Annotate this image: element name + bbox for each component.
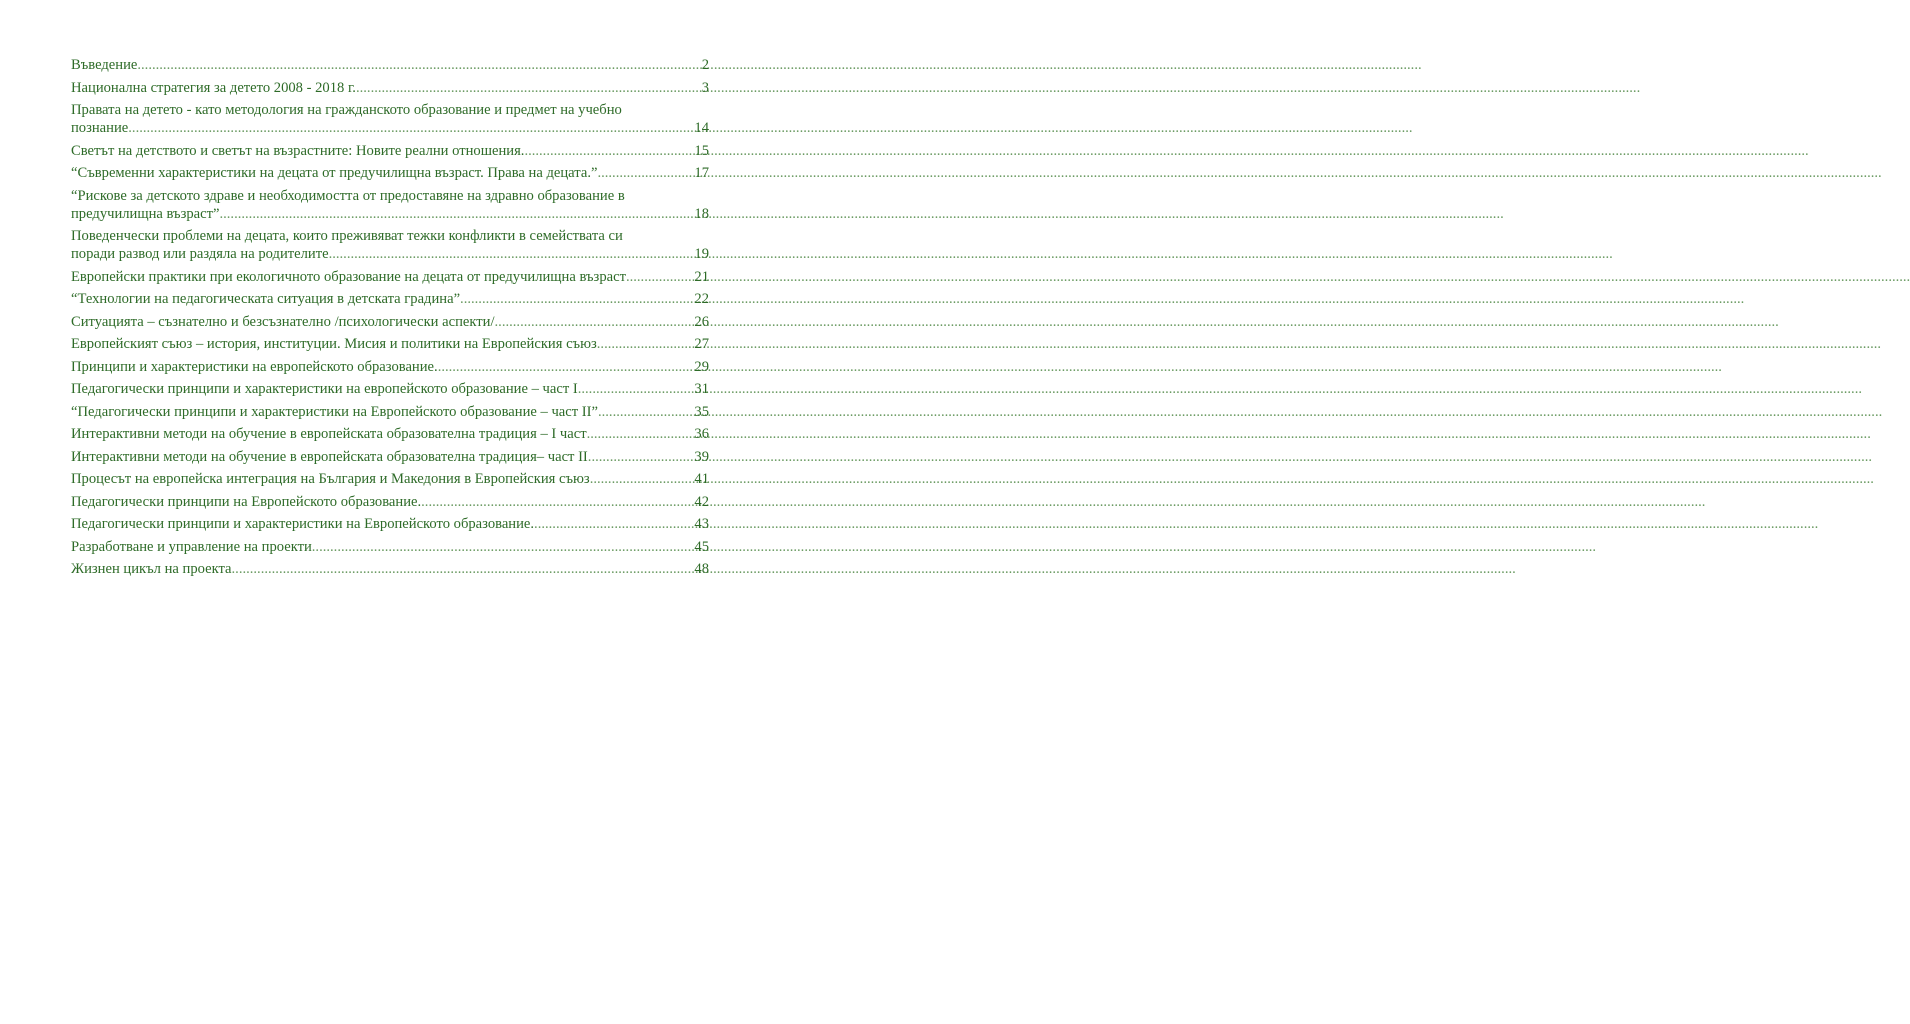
toc-entry[interactable] bbox=[71, 448, 709, 466]
toc-entry[interactable] bbox=[71, 403, 709, 421]
toc-page-number: 35 bbox=[694, 403, 709, 420]
dot-leader bbox=[626, 268, 694, 286]
toc-entry-title: Европейски практики при екологичното образование на децата от предучилищна възраст bbox=[71, 268, 626, 285]
toc-entry[interactable] bbox=[71, 313, 709, 331]
toc-entry[interactable] bbox=[71, 470, 709, 488]
toc-entry[interactable] bbox=[71, 335, 709, 353]
toc-entry-title: Жизнен цикъл на проекта bbox=[71, 561, 232, 577]
toc-entry[interactable] bbox=[71, 268, 709, 286]
toc-entry-title: Педагогически принципи и характеристики на Европейското образование. bbox=[71, 516, 535, 532]
toc-page-number: 48 bbox=[694, 561, 709, 577]
dot-leader bbox=[232, 560, 695, 578]
toc-entry-title: Принципи и характеристики на европейското образование. bbox=[71, 358, 438, 375]
table-of-contents bbox=[71, 56, 709, 583]
toc-entry[interactable] bbox=[71, 290, 709, 308]
toc-entry-title: Интерактивни методи на обучение в европейската образователна традиция – I част bbox=[71, 426, 587, 442]
dot-leader bbox=[597, 335, 695, 353]
toc-entry[interactable] bbox=[71, 380, 709, 398]
toc-page-number: 45 bbox=[694, 538, 709, 555]
toc-page-number: 42 bbox=[694, 493, 709, 510]
toc-page-number: 14 bbox=[694, 120, 709, 136]
toc-entry[interactable] bbox=[71, 358, 709, 376]
toc-page-number: 36 bbox=[694, 426, 709, 442]
toc-entry-title-line: Поведенчески проблеми на децата, които преживяват тежки конфликти в семействата си bbox=[71, 228, 623, 244]
toc-page-number: 22 bbox=[694, 291, 709, 307]
dot-leader bbox=[438, 358, 695, 376]
dot-leader bbox=[578, 380, 695, 398]
toc-entry-title: “Съвременни характеристики на децата от предучилищна възраст. Права на децата.” bbox=[71, 165, 598, 181]
toc-entry[interactable] bbox=[71, 425, 709, 443]
toc-page-number: 19 bbox=[694, 246, 709, 262]
toc-page-number: 29 bbox=[694, 358, 709, 375]
toc-page-number: 41 bbox=[694, 471, 709, 487]
dot-leader bbox=[421, 493, 694, 511]
dot-leader bbox=[495, 313, 695, 331]
toc-entry[interactable] bbox=[71, 493, 709, 511]
toc-entry[interactable] bbox=[71, 142, 709, 160]
dot-leader bbox=[587, 425, 695, 443]
toc-entry-title-line: “Рискове за детското здраве и необходимостта от предоставяне на здравно образование в bbox=[71, 187, 625, 204]
toc-entry-title-line: Правата на детето - като методология на гражданското образование и предмет на учебно bbox=[71, 102, 622, 118]
dot-leader bbox=[128, 119, 694, 137]
dot-leader bbox=[460, 290, 694, 308]
toc-entry[interactable] bbox=[71, 56, 709, 74]
toc-page-number: 26 bbox=[694, 313, 709, 330]
toc-entry-title: Европейският съюз – история, институции. Мисия и политики на Европейския съюз bbox=[71, 336, 597, 352]
toc-entry[interactable] bbox=[71, 560, 709, 578]
toc-entry-title: Въведение bbox=[71, 57, 138, 73]
toc-page-number: 17 bbox=[694, 165, 709, 181]
toc-page-number: 31 bbox=[694, 381, 709, 397]
toc-entry-title: поради развод или раздяла на родителите bbox=[71, 246, 329, 262]
toc-entry-title: Разработване и управление на проекти bbox=[71, 538, 312, 555]
toc-entry-title: Процесът на европейска интеграция на България и Македония в Европейския съюз bbox=[71, 471, 590, 487]
dot-leader bbox=[590, 470, 695, 488]
toc-page-number: 43 bbox=[694, 516, 709, 532]
toc-entry[interactable] bbox=[71, 187, 709, 223]
toc-entry-title: предучилищна възраст” bbox=[71, 205, 220, 222]
toc-page-number: 21 bbox=[694, 268, 709, 285]
toc-page-number: 27 bbox=[694, 336, 709, 352]
dot-leader bbox=[597, 164, 694, 182]
dot-leader bbox=[219, 205, 694, 223]
dot-leader bbox=[356, 79, 702, 97]
toc-entry-title: Ситуацията – съзнателно и безсъзнателно /психологически аспекти/ bbox=[71, 313, 495, 330]
toc-entry-title: Педагогически принципи и характеристики на европейското образование – част I bbox=[71, 381, 578, 397]
toc-entry[interactable] bbox=[71, 101, 709, 137]
toc-entry-title: познание bbox=[71, 120, 129, 136]
toc-entry-title: Интерактивни методи на обучение в европейската образователна традиция– част II bbox=[71, 448, 588, 465]
toc-page-number: 39 bbox=[694, 448, 709, 465]
toc-entry[interactable] bbox=[71, 79, 709, 97]
toc-entry[interactable] bbox=[71, 227, 709, 263]
toc-entry-title: Педагогически принципи на Европейското образование. bbox=[71, 493, 422, 510]
dot-leader bbox=[598, 403, 694, 421]
toc-entry-title: “Педагогически принципи и характеристики на Европейското образование – част II” bbox=[71, 403, 598, 420]
toc-page-number: 15 bbox=[694, 142, 709, 159]
dot-leader bbox=[534, 515, 694, 533]
toc-entry[interactable] bbox=[71, 538, 709, 556]
dot-leader bbox=[137, 56, 701, 74]
toc-page-number: 2 bbox=[701, 57, 709, 73]
toc-entry-title: Национална стратегия за детето 2008 - 2018 г. bbox=[71, 79, 356, 96]
dot-leader bbox=[588, 448, 695, 466]
toc-entry-title: “Технологии на педагогическата ситуация в детската градина” bbox=[71, 291, 461, 307]
toc-page-number: 3 bbox=[701, 79, 709, 96]
toc-entry-title: Светът на детството и светът на възрастните: Новите реални отношения. bbox=[71, 142, 525, 159]
dot-leader bbox=[329, 245, 695, 263]
dot-leader bbox=[312, 538, 695, 556]
toc-page-number: 18 bbox=[694, 205, 709, 222]
toc-entry[interactable] bbox=[71, 164, 709, 182]
toc-entry[interactable] bbox=[71, 515, 709, 533]
dot-leader bbox=[524, 142, 694, 160]
